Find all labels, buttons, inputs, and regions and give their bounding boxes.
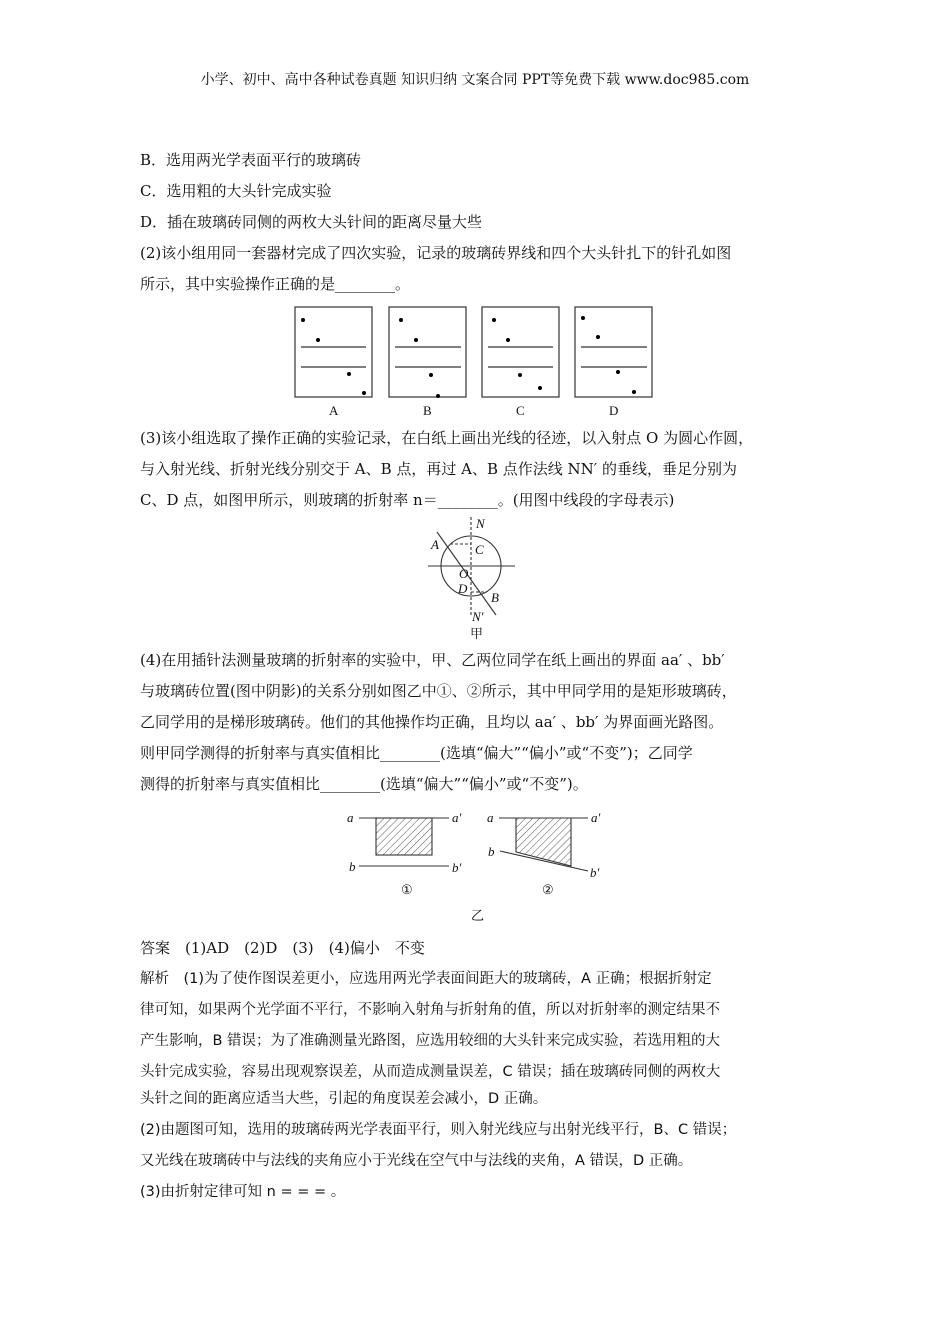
figure-caption-jia: 甲 — [470, 626, 484, 641]
pin-holes — [301, 316, 636, 398]
answer: 答案 (1)AD (2)D (3) (4)偏小 不变 — [140, 939, 425, 957]
label-b-left: b — [349, 859, 356, 874]
label-a-prime-left: a′ — [452, 810, 462, 825]
figure-label-d: D — [609, 403, 619, 418]
analysis-line: 解析 (1)为了使作图误差更小，应选用两光学表面间距大的玻璃砖，A 正确；根据折射定 — [140, 971, 712, 987]
question-2-line: 所示，其中实验操作正确的是________。 — [140, 275, 411, 293]
label-circle-2: ② — [542, 882, 554, 897]
analysis-line: 律可知，如果两个光学面不平行，不影响入射角与折射角的值，所以对折射率的测定结果不 — [140, 1002, 720, 1018]
figure-label-c: C — [516, 403, 525, 418]
question-2-line: (2)该小组用同一套器材完成了四次实验，记录的玻璃砖界线和四个大头针扎下的针孔如图 — [140, 244, 732, 262]
option-b: B．选用两光学表面平行的玻璃砖 — [140, 151, 362, 169]
question-4-line: 与玻璃砖位置(图中阴影)的关系分别如图乙中①、②所示，其中甲同学用的是矩形玻璃砖， — [140, 682, 737, 700]
question-3-line: (3)该小组选取了操作正确的实验记录，在白纸上画出光线的径迹，以入射点 O 为圆心作圆， — [140, 429, 754, 447]
analysis-line: (3)由折射定律可知 n = = = 。 — [140, 1184, 346, 1200]
question-3-line: C、D 点，如图甲所示，则玻璃的折射率 n＝________。(用图中线段的字母表示) — [140, 491, 675, 509]
analysis-line: 头针完成实验，容易出现观察误差，从而造成测量误差，C 错误；插在玻璃砖同侧的两枚大 — [140, 1064, 721, 1080]
label-c: C — [475, 542, 484, 557]
label-n-prime: N′ — [472, 609, 484, 624]
option-d: D．插在玻璃砖同侧的两枚大头针间的距离尽量大些 — [140, 213, 483, 231]
label-b-prime-right: b′ — [590, 865, 600, 880]
figure-label-a: A — [329, 403, 339, 418]
circle-figure — [428, 517, 515, 615]
option-c: C．选用粗的大头针完成实验 — [140, 182, 332, 200]
pin-figure-a — [295, 307, 652, 397]
label-a-right: a — [487, 810, 494, 825]
figure-caption-yi: 乙 — [471, 908, 485, 923]
label-b-right: b — [488, 844, 495, 859]
question-3-line: 与入射光线、折射光线分别交于 A、B 点，再过 A、B 点作法线 NN′ 的垂线，垂足分别为 — [140, 460, 737, 478]
question-4-line: 测得的折射率与真实值相比________(选填“偏大”“偏小”或“不变”)。 — [140, 775, 588, 793]
label-d: D — [458, 581, 468, 596]
label-circle-1: ① — [401, 882, 413, 897]
analysis-line: 头针之间的距离应适当大些，引起的角度误差会减小，D 正确。 — [140, 1091, 548, 1107]
figure-yi — [359, 818, 588, 871]
label-b: B — [491, 590, 499, 605]
label-a-prime-right: a′ — [591, 810, 601, 825]
page-header: 小学、初中、高中各种试卷真题 知识归纳 文案合同 PPT等免费下载 www.doc985.com — [200, 72, 750, 88]
label-o: O — [459, 566, 469, 581]
analysis-line: (2)由题图可知，选用的玻璃砖两光学表面平行，则入射光线应与出射光线平行，B、C 错误； — [140, 1122, 737, 1138]
label-b-prime-left: b′ — [452, 860, 462, 875]
analysis-line: 产生影响，B 错误；为了准确测量光路图，应选用较细的大头针来完成实验，若选用粗的大 — [140, 1033, 721, 1049]
label-a: A — [431, 537, 439, 552]
label-n: N — [476, 516, 485, 531]
label-a-left: a — [347, 810, 354, 825]
question-4-line: (4)在用插针法测量玻璃的折射率的实验中，甲、乙两位同学在纸上画出的界面 aa′ 、bb′ — [140, 651, 725, 669]
figure-label-b: B — [423, 403, 432, 418]
analysis-line: 又光线在玻璃砖中与法线的夹角应小于光线在空气中与法线的夹角，A 错误，D 正确。 — [140, 1153, 693, 1169]
question-4-line: 则甲同学测得的折射率与真实值相比________(选填“偏大”“偏小”或“不变”)；乙同学 — [140, 744, 693, 762]
question-4-line: 乙同学用的是梯形玻璃砖。他们的其他操作均正确，且均以 aa′ 、bb′ 为界面画光路图。 — [140, 713, 724, 731]
